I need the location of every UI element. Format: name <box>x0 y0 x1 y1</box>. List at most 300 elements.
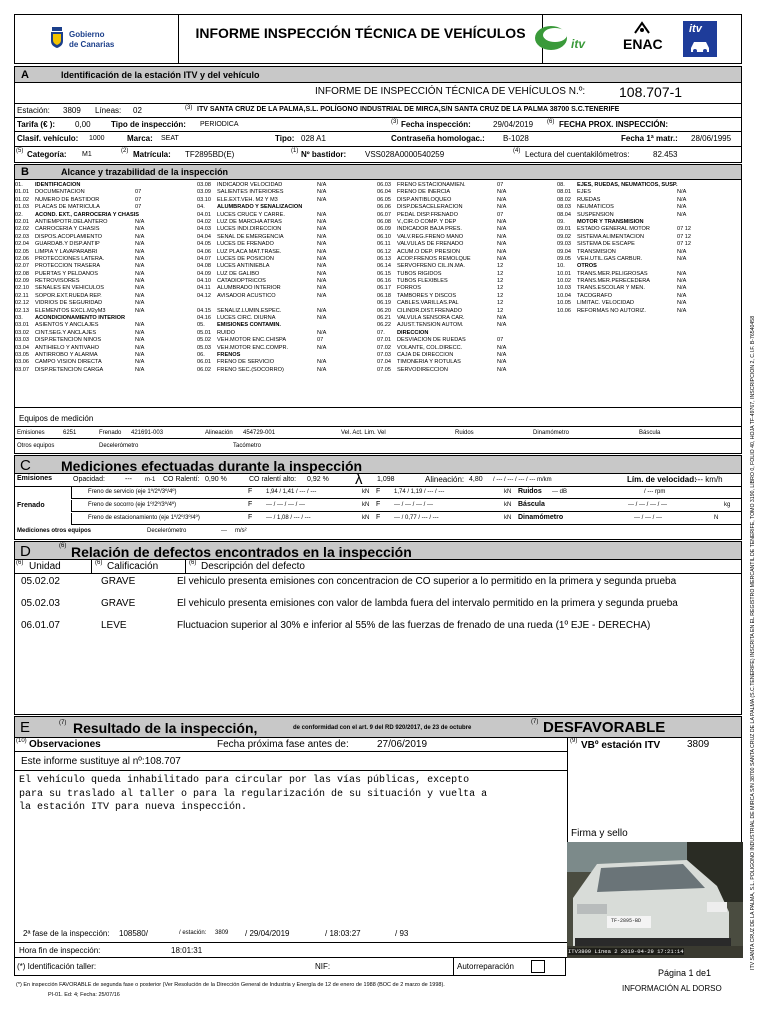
scope-code: 06.10 <box>377 233 391 240</box>
emisiones-row <box>15 471 741 488</box>
section-a-letter: A <box>21 69 29 81</box>
scope-name: NEUMATICOS <box>577 204 614 211</box>
scope-name: PLACAS DE MATRICULA <box>35 204 100 211</box>
scope-name: PUERTAS Y PELDAÑOS <box>35 270 99 277</box>
scope-name: ANTIHIELO Y ANTIVAHO <box>35 344 100 351</box>
fecha-prox-label: FECHA PROX. INSPECCIÓN: <box>559 120 669 129</box>
section-d-title: Relación de defectos encontrados en la inspección <box>71 544 412 560</box>
scope-item <box>377 219 567 226</box>
fest-fd-values: --- / 0,77 / --- / --- <box>394 515 439 521</box>
scope-name: FRENOS <box>217 351 241 358</box>
scope-code: 07.05 <box>377 366 391 373</box>
fecha-prox-fase: 27/06/2019 <box>377 739 428 750</box>
side-legal-text <box>750 170 764 970</box>
marca-value: SEAT <box>161 135 179 142</box>
scope-code: 02.04 <box>15 241 29 248</box>
scope-code <box>197 300 211 307</box>
hora-fin-row <box>15 942 567 956</box>
section-b-header <box>14 164 742 180</box>
categoria-value: M1 <box>82 151 92 158</box>
scope-name: PEDAL DISP.FRENADO <box>397 211 458 218</box>
scope-value <box>677 219 695 226</box>
marca-label: Marca: <box>127 134 153 143</box>
scope-name: V.,CIR.O COMP. Y DEP <box>397 218 457 225</box>
scope-item <box>557 241 747 248</box>
scope-name: SISTEMA ALIMENTACION <box>577 233 645 240</box>
scope-code: 02.09 <box>15 278 29 285</box>
section-c-letter: C <box>20 457 31 474</box>
scope-item <box>15 226 205 233</box>
categoria-label: Categoría: <box>27 150 67 159</box>
scope-item <box>15 189 205 196</box>
section-e-title: Resultado de la inspección, <box>73 720 258 736</box>
scope-value: N/A <box>135 344 145 351</box>
eq-alineacion-label: Alineación <box>205 430 233 436</box>
matricula-label: Matrícula: <box>133 150 171 159</box>
scope-item <box>557 189 747 196</box>
scope-value: N/A <box>677 270 687 277</box>
scope-item <box>377 197 567 204</box>
scope-name: EJES, RUEDAS, NEUMATICOS, SUSP. <box>577 182 678 188</box>
scope-item <box>557 308 747 315</box>
fsoc-fd: F <box>376 501 381 508</box>
scope-item <box>197 308 387 315</box>
scope-code: 04.02 <box>197 218 211 225</box>
scope-value: N/A <box>677 248 687 255</box>
scope-code: 03.10 <box>197 196 211 203</box>
alineacion-value: 4,80 <box>469 476 483 483</box>
scope-name: ACONDICIONAMIENTO INTERIOR <box>35 315 126 322</box>
section-d-sup: (6) <box>59 543 67 549</box>
scope-name: CAJA DE DIRECCION <box>397 351 454 358</box>
scope-name: CILINDR.DIST.FRENADO <box>397 307 462 314</box>
scope-item <box>15 337 205 344</box>
scope-item <box>15 359 205 366</box>
inspection-scope-col-3 <box>377 182 567 374</box>
scope-name: RUEDAS <box>577 196 601 203</box>
scope-name: VALVULAS DE FRENADO <box>397 241 464 248</box>
scope-name: SERVODIRECCION <box>397 366 448 373</box>
scope-value: N/A <box>677 204 687 211</box>
section-a-title: Identificación de la estación ITV y del vehículo <box>61 70 260 80</box>
enac-mark-icon <box>633 21 651 35</box>
itv-blue-logo <box>683 21 717 57</box>
scope-item <box>377 345 567 352</box>
scope-name: FRENO DE SERVICIO <box>217 359 275 366</box>
scope-code: 03.05 <box>15 351 29 358</box>
section-b-body <box>14 180 742 408</box>
scope-value <box>497 330 515 337</box>
scope-code: 04.08 <box>197 263 211 270</box>
section-c-body <box>14 471 742 540</box>
scope-name: SISTEMA DE ESCAPE <box>577 241 635 248</box>
scope-item <box>557 212 747 219</box>
scope-value: 07 <box>317 337 324 344</box>
scope-code: 04.05 <box>197 241 211 248</box>
eq-frenado: 421691-003 <box>131 430 164 436</box>
cuenta-label: Lectura del cuentakilómetros: <box>525 150 630 159</box>
scope-name: ALUMBRADO Y SEÑALIZACIÓN <box>217 204 303 211</box>
fsoc-values: --- / --- / --- / --- <box>266 502 305 508</box>
h-calif-sup: (6) <box>95 560 103 566</box>
scope-code: 06.12 <box>377 248 391 255</box>
scope-value: N/A <box>317 307 327 314</box>
page-number: Página 1 de1 <box>658 968 712 978</box>
lim-vel-value: --- km/h <box>695 475 723 484</box>
autorreparacion-checkbox[interactable] <box>531 960 545 973</box>
decel-value: --- <box>221 528 227 534</box>
scope-code: 03.04 <box>15 344 29 351</box>
defect-desc: El vehiculo presenta emisiones con valor de lambda fuera del intervalo permitido en la primera y segunda prueba <box>177 598 678 609</box>
eq-decel-label: Decelerómetro <box>99 443 139 449</box>
fs-label: Freno de servicio (eje 1º/2º/3º/4º) <box>88 489 177 495</box>
scope-code: 06.19 <box>377 300 391 307</box>
scope-name: LUZ PLACA MAT.TRASE. <box>217 248 282 255</box>
scope-value: N/A <box>317 233 327 240</box>
vb-sup: (9) <box>570 738 578 744</box>
scope-name: ALUMBRADO INTERIOR <box>217 285 281 292</box>
scope-name: IDENTIFICACION <box>35 182 81 188</box>
gov-logo-box <box>15 15 179 63</box>
scope-item <box>15 197 205 204</box>
ident-taller: (*) Identificación taller: <box>17 962 97 971</box>
scope-value: N/A <box>135 278 145 285</box>
form-code: PI-01. Ed: 4; Fecha: 25/07/16 <box>48 992 120 998</box>
scope-value: N/A <box>677 211 687 218</box>
scope-value: N/A <box>317 278 327 285</box>
scope-name: LUZ DE GALIBO <box>217 270 260 277</box>
scope-value: N/A <box>497 344 507 351</box>
scope-item <box>15 322 205 329</box>
scope-value: N/A <box>135 263 145 270</box>
vb-label: VBº estación ITV <box>581 740 661 751</box>
section-a-header <box>14 66 742 83</box>
h-divider-2 <box>185 560 186 574</box>
document-title: INFORME INSPECCIÓN TÉCNICA DE VEHÍCULOS <box>179 15 543 63</box>
section-e-header <box>14 716 742 738</box>
scope-code: 02.03 <box>15 233 29 240</box>
scope-code: 09.02 <box>557 233 571 240</box>
scope-code: 04.10 <box>197 278 211 285</box>
scope-code: 10.04 <box>557 292 571 299</box>
scope-name: ELEMENTOS EXCL.M2yM3 <box>35 307 106 314</box>
defect-desc: El vehiculo presenta emisiones con concentracion de CO superior a lo permitido en la primera y segunda prueba <box>177 576 677 587</box>
hora-fin-label: Hora fin de inspección: <box>19 946 101 955</box>
scope-value: N/A <box>317 285 327 292</box>
matr-sup: (2) <box>121 148 129 154</box>
scope-code: 08.01 <box>557 189 571 196</box>
footer-note: (*) En inspección FAVORABLE de segunda fase o posterior (Ver Resolución de la Dirección General de Industria y Energía de 12 de enero de 1988 (BOC de 2 marzo de 1998). <box>16 982 445 988</box>
scope-name: FORROS <box>397 285 421 292</box>
scope-name: CATADIOPTRICOS <box>217 278 266 285</box>
scope-name: ELE.EXT.VEH. M2 Y M3 <box>217 196 278 203</box>
fase2-row <box>15 928 567 940</box>
obs-label: Observaciones <box>29 739 101 750</box>
tipo-label: Tipo: <box>275 134 295 143</box>
scope-value: N/A <box>497 218 507 225</box>
scope-code: 03.09 <box>197 189 211 196</box>
scope-item <box>377 212 567 219</box>
scope-name: VEH.MOTOR ENC.CHISPA <box>217 337 287 344</box>
scope-item <box>15 345 205 352</box>
scope-value: 07 12 <box>677 241 691 248</box>
scope-item <box>15 234 205 241</box>
contrasena-label: Contraseña homologac.: <box>391 134 485 143</box>
scope-code: 04. <box>197 204 205 211</box>
scope-name: INDICADOR BAJA PRES. <box>397 226 462 233</box>
scope-code: 04.11 <box>197 285 211 292</box>
scope-item <box>377 249 567 256</box>
fest-unit: kN <box>362 515 370 521</box>
scope-code: 03.01 <box>15 322 29 329</box>
eq-ruidos-label: Ruidos <box>455 430 474 436</box>
row-categoria <box>15 146 741 161</box>
inspection-scope-col-4 <box>557 182 747 315</box>
fase2-date: / 29/04/2019 <box>245 929 290 938</box>
itv-logo-text: itv <box>571 37 586 51</box>
scope-item <box>197 300 387 307</box>
scope-value: 07 <box>497 182 504 188</box>
scope-code: 07.03 <box>377 351 391 358</box>
conformidad: de conformidad con el art. 9 del RD 920/2017, de 23 de octubre <box>293 725 472 731</box>
scope-item <box>377 189 567 196</box>
scope-value: N/A <box>135 255 145 262</box>
scope-code: 06.15 <box>377 270 391 277</box>
scope-item <box>377 285 567 292</box>
gov-name-1: Gobierno <box>69 30 105 39</box>
scope-code: 03.03 <box>15 337 29 344</box>
scope-name: ANTIRROBO Y ALARMA <box>35 351 98 358</box>
scope-item <box>377 256 567 263</box>
fest-values: --- / 1,08 / --- / --- <box>266 515 311 521</box>
equipos-box <box>14 408 742 454</box>
scope-value <box>677 263 695 270</box>
scope-item <box>15 204 205 211</box>
side-legal-text-inner: ITV SANTA CRUZ DE LA PALMA, S.L. POLÍGONO INDUSTRIAL DE MIRCA S/N 38700 SANTA CRUZ DE LA PALMA (S.C.TENERIFE) INSCRITA EN EL REGISTRO MERCANTIL DE TENERIFE, TOMO 3190, LIBRO 0, FOLIO 40, HOJA TF-49767, INSCRIPCIÓN 2, C.I.F. B-76540458 <box>750 315 756 970</box>
scope-value: N/A <box>317 241 327 248</box>
h-desc-sup: (6) <box>189 560 197 566</box>
fase2-value: 108580/ <box>119 929 148 938</box>
eq-alineacion: 454729-001 <box>243 430 276 436</box>
scope-code: 03.06 <box>15 359 29 366</box>
scope-name: ESTADO GENERAL MOTOR <box>577 226 650 233</box>
scope-item <box>15 271 205 278</box>
scope-name: VEH.UTIL.GAS CARBUR. <box>577 255 643 262</box>
scope-name: GUARDAB.Y DISP.ANTIP <box>35 241 100 248</box>
scope-value: N/A <box>497 233 507 240</box>
scope-value: N/A <box>135 292 145 299</box>
section-c-title: Mediciones efectuadas durante la inspección <box>61 458 363 474</box>
scope-value: 12 <box>497 307 504 314</box>
scope-item <box>377 293 567 300</box>
scope-name: ANTIEMPOTR.DELANTERO <box>35 218 108 225</box>
scope-name: ACUM.O DEP. PRESION <box>397 248 460 255</box>
section-d-body <box>14 560 742 715</box>
eq-emisiones: 6251 <box>63 430 77 436</box>
scope-name: CARROCERÍA Y CHASIS <box>35 226 100 233</box>
scope-item <box>197 330 387 337</box>
report-number: 108.707-1 <box>619 84 683 100</box>
tipo-value: 028 A1 <box>301 134 326 143</box>
scope-code: 02.12 <box>15 300 29 307</box>
scope-code: 02. <box>15 211 23 218</box>
scope-name: ACOND. EXT., CARROCERÍA Y CHASIS <box>35 211 140 218</box>
scope-name: VOLANTE, COL.DIRECC. <box>397 344 463 351</box>
defect-code: 05.02.03 <box>21 598 60 609</box>
scope-name: CAMPO VISION DIRECTA <box>35 359 102 366</box>
scope-value: N/A <box>677 189 687 196</box>
scope-value: N/A <box>317 182 327 188</box>
scope-code: 02.07 <box>15 263 29 270</box>
opacidad-value: --- <box>125 476 132 483</box>
plate-text: TF-2895-BD <box>611 918 642 924</box>
scope-name: SEÑALES EN VEHICULOS <box>35 285 105 292</box>
scope-code: 05.02 <box>197 337 211 344</box>
scope-name: LUCES DE POSICION <box>217 255 274 262</box>
scope-code: 10.05 <box>557 300 571 307</box>
scope-item <box>197 219 387 226</box>
scope-item <box>197 367 387 374</box>
dinamometro-label: Dinamómetro <box>518 514 564 521</box>
scope-value: N/A <box>317 196 327 203</box>
cat-sup: (5) <box>16 148 24 154</box>
eq-dinamometro-label: Dinamómetro <box>533 430 570 436</box>
fecha-prox-fase-label: Fecha próxima fase antes de: <box>217 739 349 750</box>
scope-code: 06.13 <box>377 255 391 262</box>
scope-value: N/A <box>135 351 145 358</box>
vehicle-photo <box>567 842 743 958</box>
scope-name: EJES <box>577 189 591 196</box>
co-ralenti-alto-value: 0,92 % <box>307 476 329 483</box>
scope-name: VALVULA SENSORA CAR. <box>397 315 465 322</box>
scope-name: LUCES ANTINIEBLA <box>217 263 270 270</box>
scope-value <box>317 204 335 211</box>
scope-value <box>317 300 335 307</box>
eq-vel-label: Vel. Act. Lim. Vel <box>341 430 386 436</box>
scope-name: SEÑALIZ.LUMIN.ESPEC. <box>217 307 282 314</box>
fase2-label: 2ª fase de la inspección: <box>23 929 110 938</box>
scope-item <box>557 278 747 285</box>
scope-value: N/A <box>497 204 507 211</box>
scope-name: DIRECCION <box>397 329 429 336</box>
scope-name: INDICADOR VELOCIDAD <box>217 182 283 188</box>
scope-item <box>197 234 387 241</box>
defect-row-3 <box>15 620 741 634</box>
info-dorso: INFORMACIÓN AL DORSO <box>622 984 722 993</box>
scope-value <box>135 212 153 219</box>
scope-code: 06.03 <box>377 182 391 188</box>
fs-f: F <box>248 488 253 495</box>
scope-name: TUBOS RIGIDOS <box>397 270 442 277</box>
scope-code: 06.07 <box>377 211 391 218</box>
scope-name: PROTECCIONES LATERA. <box>35 255 105 262</box>
defect-code: 06.01.07 <box>21 620 60 631</box>
scope-item <box>197 352 387 359</box>
scope-code: 06.11 <box>377 241 391 248</box>
scope-code: 06.22 <box>377 322 391 329</box>
estacion-value: 3809 <box>63 106 81 115</box>
scope-value: 12 <box>497 263 504 270</box>
scope-value: N/A <box>135 270 145 277</box>
scope-item <box>557 300 747 307</box>
scope-code: 08.03 <box>557 204 571 211</box>
scope-name: LUCES DE FRENADO <box>217 241 274 248</box>
section-e-letter: E <box>20 719 31 736</box>
scope-code: 02.02 <box>15 226 29 233</box>
lambda-value: 1,098 <box>377 476 395 483</box>
scope-item <box>377 300 567 307</box>
scope-code: 06.04 <box>377 189 391 196</box>
scope-item <box>15 352 205 359</box>
scope-name: PROTECCION TRASERA <box>35 263 101 270</box>
estacion-num: 3809 <box>215 930 229 936</box>
scope-value: N/A <box>317 359 327 366</box>
scope-value: N/A <box>677 307 687 314</box>
scope-name: SEÑAL DE EMERGENCIA <box>217 233 284 240</box>
scope-code: 06.16 <box>377 278 391 285</box>
tarifa-value: 0,00 <box>75 120 91 129</box>
section-d-header <box>14 541 742 560</box>
scope-code: 03.07 <box>15 366 29 373</box>
scope-code: 03. <box>15 315 23 322</box>
scope-code: 04.07 <box>197 255 211 262</box>
defects-header-row <box>15 560 741 574</box>
scope-name: CINT.SEG.Y ANCLAJES <box>35 329 97 336</box>
enac-logo <box>621 21 671 59</box>
freno-socorro-row <box>71 500 741 512</box>
scope-value: N/A <box>135 226 145 233</box>
scope-code: 03.02 <box>15 329 29 336</box>
scope-value: N/A <box>317 248 327 255</box>
ruidos-label: Ruidos <box>518 488 542 495</box>
scope-item <box>197 182 387 189</box>
scope-value: N/A <box>497 226 507 233</box>
scope-item <box>197 345 387 352</box>
fs-fd-unit: kN <box>504 489 512 495</box>
section-e-body <box>14 738 742 958</box>
scope-item <box>15 293 205 300</box>
scope-name: LIMPIA Y LAVAPARABRI <box>35 248 98 255</box>
scope-name: ACOP.FRENOS REMOLQUE <box>397 255 471 262</box>
scope-value <box>135 315 153 322</box>
scope-item <box>15 182 205 189</box>
scope-code: 02.01 <box>15 218 29 225</box>
scope-name: EMISIONES CONTAMIN. <box>217 322 281 329</box>
scope-name: TACOGRAFO <box>577 292 613 299</box>
scope-code: 01.02 <box>15 196 29 203</box>
scope-code: 10.01 <box>557 270 571 277</box>
scope-item <box>557 263 747 270</box>
scope-value: N/A <box>677 292 687 299</box>
scope-value: N/A <box>135 241 145 248</box>
eq-frenado-label: Frenado <box>99 430 122 436</box>
scope-name: OTROS <box>577 263 597 270</box>
scope-code: 04.09 <box>197 270 211 277</box>
defect-code: 05.02.02 <box>21 576 60 587</box>
scope-value: 07 <box>135 189 142 196</box>
scope-name: TUBOS FLEXIBLES <box>397 278 448 285</box>
fase2-num: / 93 <box>395 929 409 938</box>
decel-unit: m/s² <box>235 528 247 534</box>
scope-code: 04.16 <box>197 315 211 322</box>
bascula-unit: kg <box>724 502 731 508</box>
scope-value: N/A <box>317 211 327 218</box>
scope-item <box>377 367 567 374</box>
scope-name: RUIDO <box>217 329 236 336</box>
scope-value: N/A <box>317 344 327 351</box>
scope-name: LUCES CIRC. DIURNA <box>217 315 276 322</box>
scope-item <box>557 197 747 204</box>
